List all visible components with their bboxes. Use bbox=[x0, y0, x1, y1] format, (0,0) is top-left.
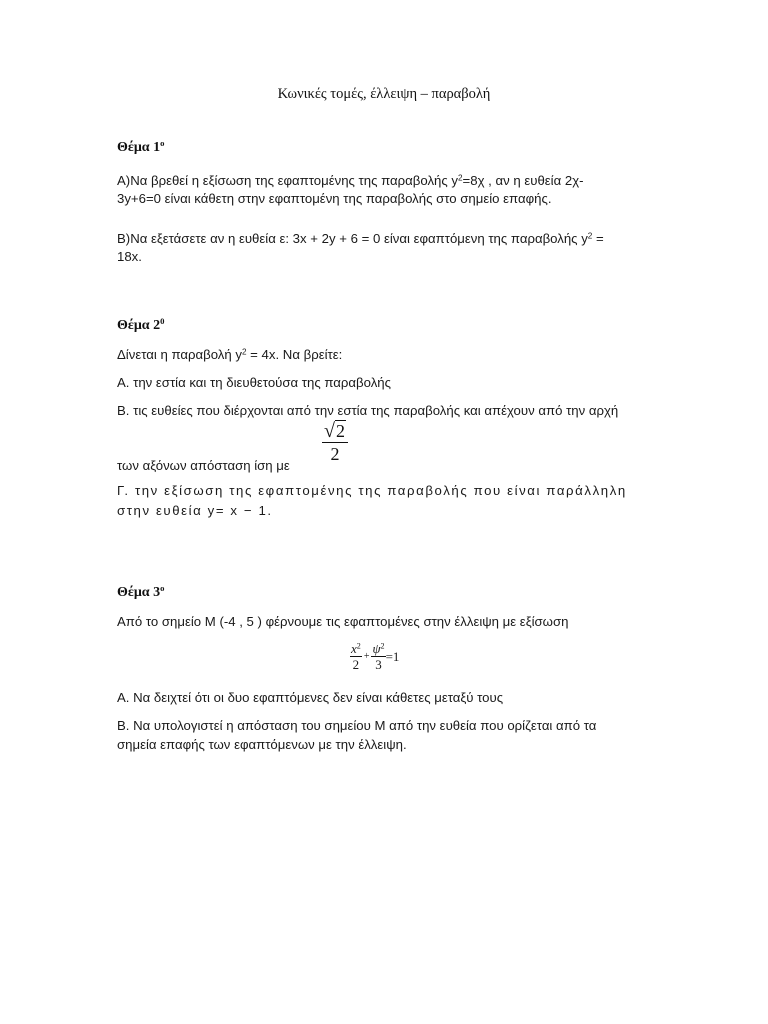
topic-3-a: Α. Να δειχτεί ότι οι δυο εφαπτόμενες δεν είναι κάθετες μεταξύ τους bbox=[117, 690, 504, 705]
topic-3-heading bbox=[117, 585, 164, 601]
topic-3-heading-sup: ο bbox=[160, 583, 165, 594]
topic-1-heading-text: Θέμα 1 bbox=[117, 140, 161, 155]
eq-x-var: x bbox=[351, 641, 357, 656]
topic-3-b-line-1: Β. Να υπολογιστεί η απόσταση του σημείου Μ από την ευθεία που ορίζεται από τα bbox=[117, 718, 597, 733]
topic-1-b-line-1 bbox=[117, 231, 604, 246]
topic-3-intro: Από το σημείο Μ (-4 , 5 ) φέρνουμε τις εφαπτομένες στην έλλειψη με εξίσωση bbox=[117, 614, 569, 629]
topic-2-intro-pre: Δίνεται η παραβολή y bbox=[117, 347, 242, 362]
topic-3-b-line-2: σημεία επαφής των εφαπτόμενων με την έλλειψη. bbox=[117, 737, 407, 752]
topic-1-a-text-pre: Α)Να βρεθεί η εξίσωση της εφαπτομένης της παραβολής y bbox=[117, 173, 458, 188]
topic-2-c-line-2: στην ευθεία y= x − 1. bbox=[117, 503, 273, 518]
x-squared-numerator bbox=[350, 641, 362, 657]
sqrt2-over-2-fraction bbox=[322, 420, 348, 465]
eq-psi-den: 3 bbox=[375, 657, 382, 672]
topic-2-c-line-1: Γ. την εξίσωση της εφαπτομένης της παραβολής που είναι παράλληλη bbox=[117, 483, 627, 498]
topic-2-heading bbox=[117, 318, 164, 334]
topic-2-a: Α. την εστία και τη διευθετούσα της παραβολής bbox=[117, 375, 391, 390]
x-squared-over-2 bbox=[350, 641, 362, 672]
fraction-denominator: 2 bbox=[330, 444, 340, 464]
topic-1-a-line-1 bbox=[117, 173, 584, 188]
topic-1-a-line-2: 3y+6=0 είναι κάθετη στην εφαπτομένη της παραβολής στο σημείο επαφής. bbox=[117, 191, 552, 206]
eq-x-den: 2 bbox=[352, 657, 360, 672]
topic-2-b-line-1: Β. τις ευθείες που διέρχονται από την εστία της παραβολής και απέχουν από την αρχή bbox=[117, 403, 619, 418]
topic-2-b-line-2: των αξόνων απόσταση ίση με bbox=[117, 458, 290, 473]
psi-squared-over-3 bbox=[371, 641, 385, 672]
eq-psi-var: ψ bbox=[372, 641, 381, 656]
page-title: Κωνικές τομές, έλλειψη – παραβολή bbox=[277, 86, 491, 102]
topic-1-heading bbox=[117, 140, 164, 156]
topic-3-heading-text: Θέμα 3 bbox=[117, 585, 161, 600]
topic-2-intro-sup: 2 bbox=[241, 347, 247, 357]
topic-1-a-sup: 2 bbox=[458, 173, 463, 183]
eq-psi-sup: 2 bbox=[380, 641, 385, 651]
topic-2-heading-sup: 0 bbox=[160, 316, 165, 327]
fraction-numerator bbox=[324, 420, 346, 442]
topic-2-intro-post: = 4x. Να βρείτε: bbox=[246, 347, 343, 362]
topic-1-heading-sup: ο bbox=[160, 138, 165, 149]
topic-1-b-line-2: 18x. bbox=[117, 249, 142, 264]
topic-1-b-text-post: = bbox=[592, 231, 604, 246]
topic-1-b-text-pre: Β)Να εξετάσετε αν η ευθεία ε: 3x + 2y + 6 = 0 είναι εφαπτόμενη της παραβολής y bbox=[117, 231, 588, 246]
eq-x-sup: 2 bbox=[356, 641, 361, 651]
eq-rhs: =1 bbox=[385, 648, 400, 664]
eq-plus: + bbox=[363, 651, 370, 662]
topic-1-a-text-post: =8χ , αν η ευθεία 2χ- bbox=[462, 173, 584, 188]
topic-2-heading-text: Θέμα 2 bbox=[117, 318, 161, 333]
topic-1-b-sup: 2 bbox=[587, 231, 593, 241]
psi-squared-numerator bbox=[371, 641, 385, 657]
sqrt-radicand: 2 bbox=[335, 421, 345, 441]
ellipse-equation bbox=[350, 641, 399, 672]
sqrt-sign-icon: √ bbox=[324, 420, 335, 442]
topic-2-intro bbox=[117, 347, 342, 362]
